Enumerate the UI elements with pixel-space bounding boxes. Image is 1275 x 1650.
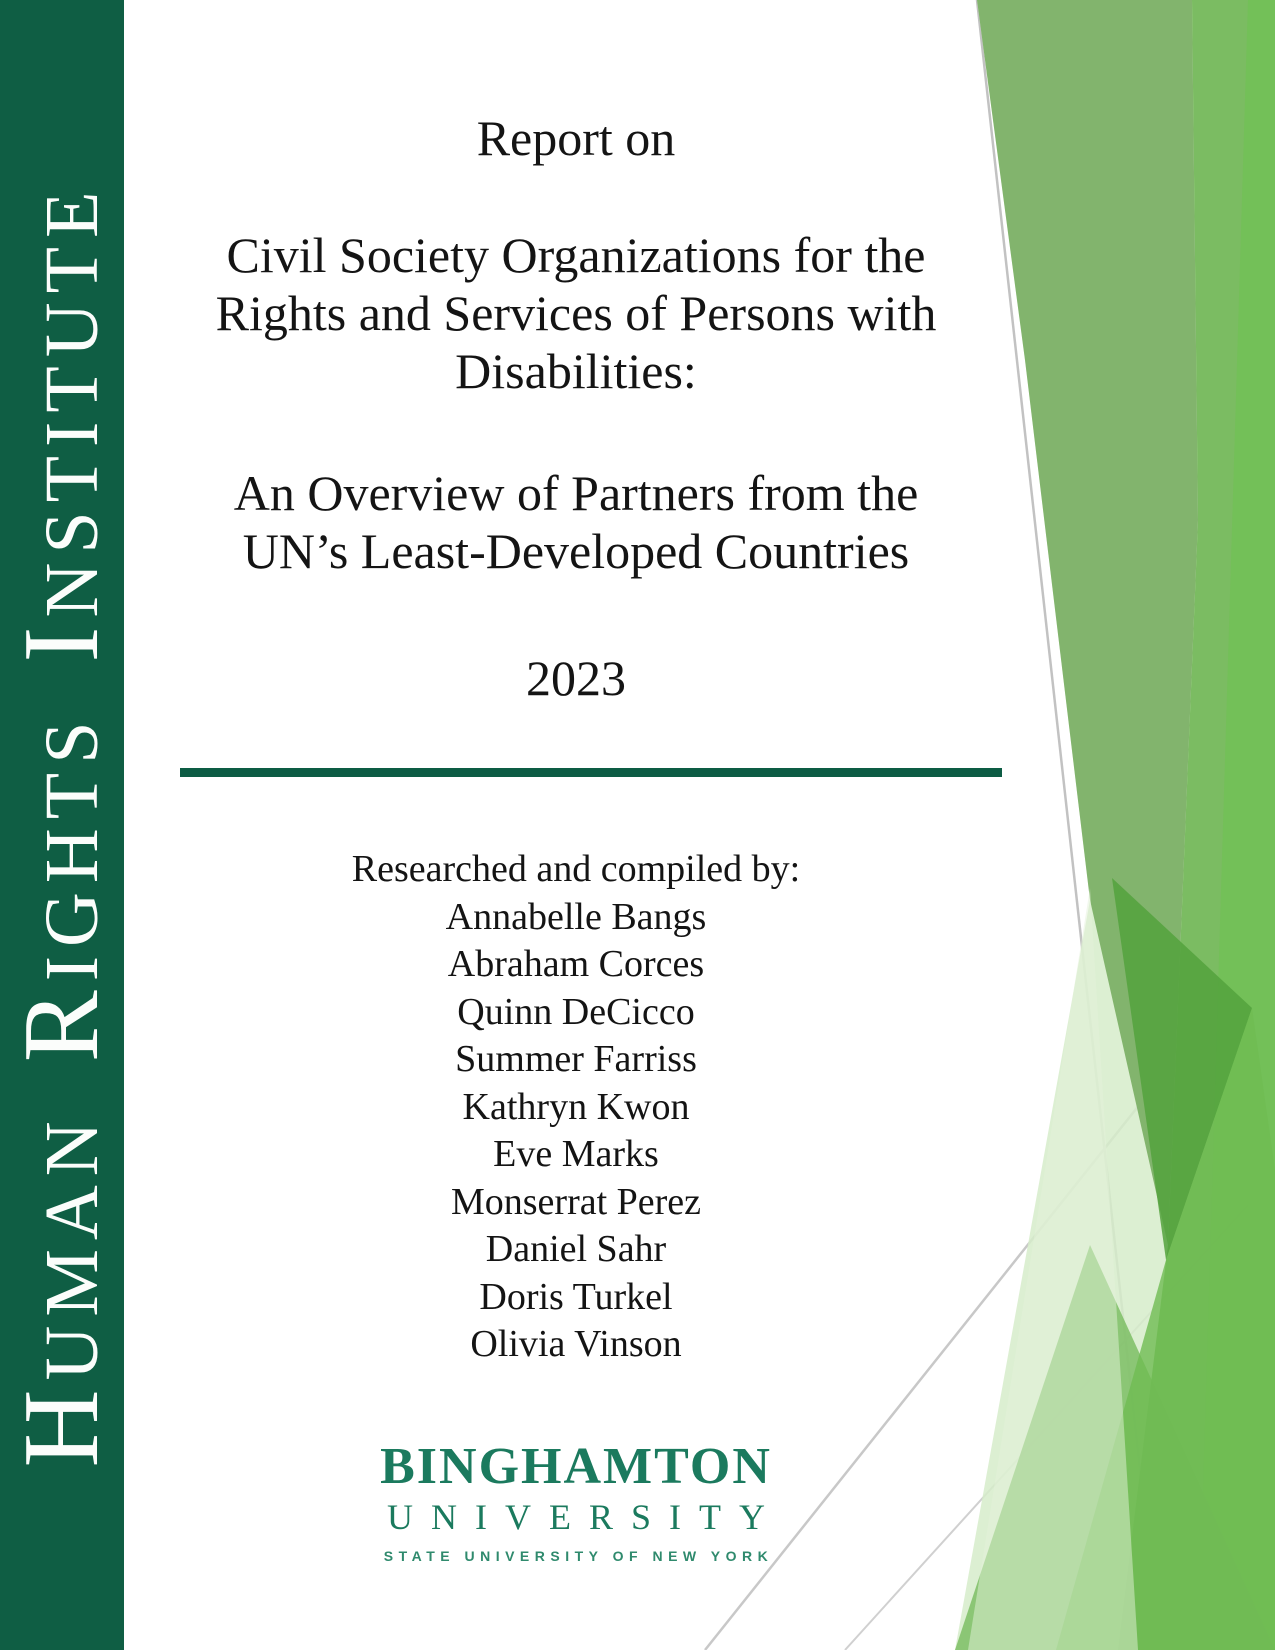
report-title (126, 226, 1026, 400)
subtitle-line-1: An Overview of Partners from the (233, 465, 919, 521)
title-line-1: Civil Society Organizations for the (226, 227, 926, 283)
sidebar-vertical-title: Human Rights Institute (2, 182, 121, 1468)
author-name: Monserrat Perez (450, 1180, 702, 1223)
divider-rule (180, 768, 1002, 777)
cover-content (126, 0, 1026, 1650)
title-line-3: Disabilities: (455, 343, 697, 399)
author-name: Olivia Vinson (470, 1323, 682, 1365)
sidebar (0, 0, 124, 1650)
author-name: Quinn DeCicco (457, 990, 695, 1033)
author-name: Kathryn Kwon (462, 1085, 690, 1128)
report-subtitle (126, 464, 1026, 580)
report-year: 2023 (526, 650, 626, 706)
report-kicker: Report on (476, 110, 676, 166)
author-name: Summer Farriss (455, 1038, 697, 1080)
byline (126, 846, 1026, 1369)
author-name: Daniel Sahr (485, 1228, 667, 1270)
binghamton-university-logo (126, 1440, 1026, 1564)
author-name: Annabelle Bangs (445, 895, 707, 938)
title-line-2: Rights and Services of Persons with (215, 285, 937, 341)
subtitle-line-2: UN’s Least-Developed Countries (242, 523, 910, 579)
byline-heading: Researched and compiled by: (351, 848, 801, 890)
logo-wordmark: BINGHAMTON (380, 1438, 772, 1495)
author-name: Doris Turkel (479, 1275, 673, 1318)
logo-tagline: STATE UNIVERSITY OF NEW YORK (383, 1548, 774, 1564)
logo-university-line: UNIVERSITY (387, 1497, 783, 1537)
author-name: Abraham Corces (447, 943, 705, 985)
author-name: Eve Marks (493, 1133, 659, 1175)
